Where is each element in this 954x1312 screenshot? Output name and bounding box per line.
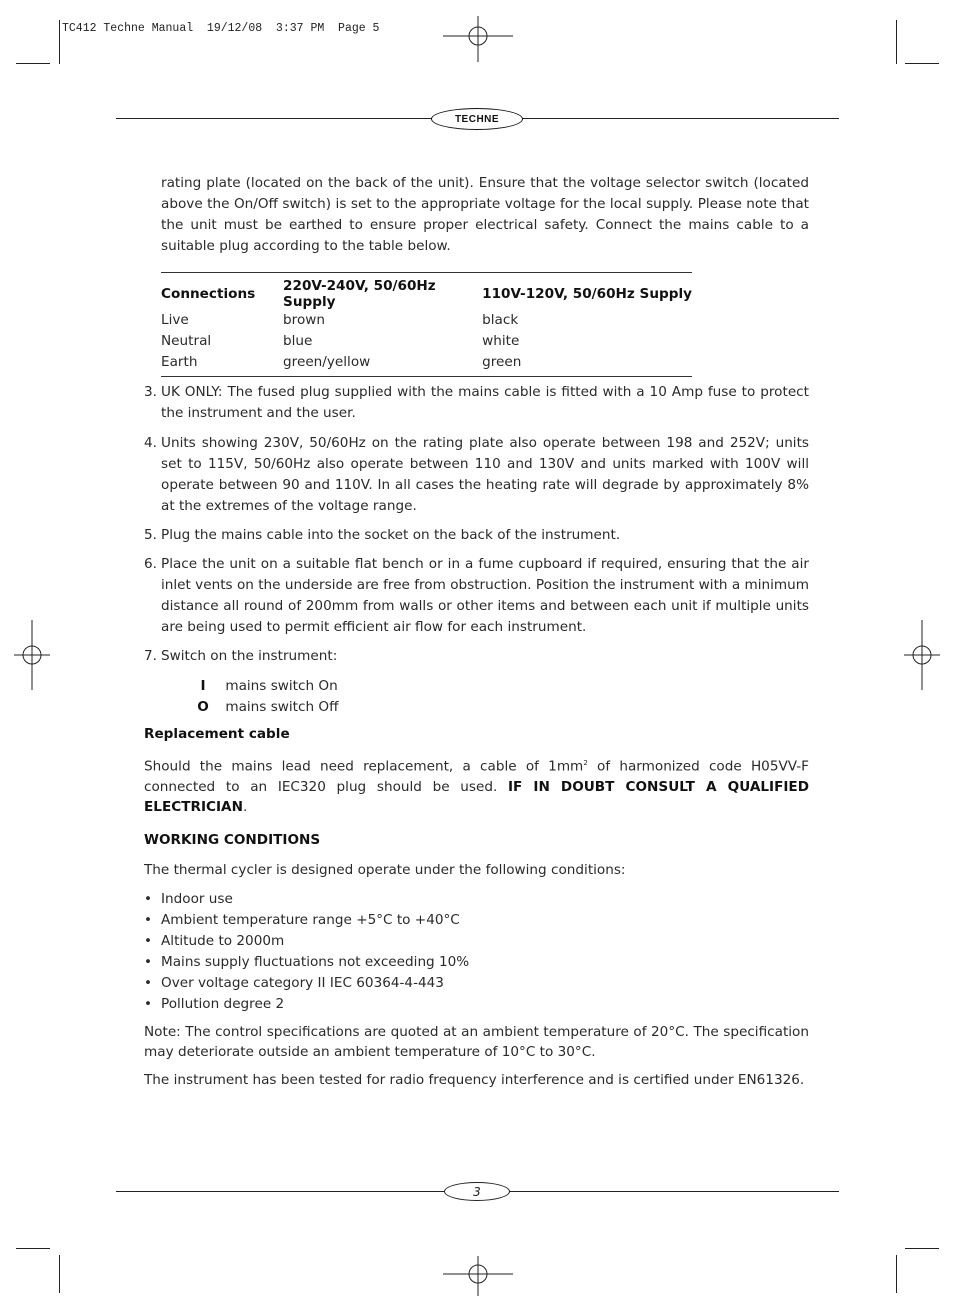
table-cell: Neutral: [161, 333, 212, 349]
table-header-row: [161, 273, 692, 311]
rf-certification: The instrument has been tested for radio frequency interference and is certified under EN61326.: [144, 1072, 805, 1088]
techne-logo-text: TECHNE: [454, 113, 500, 125]
numbered-item-5: [144, 525, 809, 546]
replacement-heading: Replacement cable: [144, 726, 290, 742]
table-cell: Earth: [161, 354, 198, 370]
switch-symbol: O: [197, 699, 209, 715]
numbered-item-4: [144, 433, 809, 517]
numbered-item-7: [144, 646, 809, 667]
list-item: • Ambient temperature range +5°C to +40°C: [144, 912, 460, 928]
working-conditions-heading: WORKING CONDITIONS: [144, 832, 321, 848]
table-cell: green: [482, 354, 522, 370]
item-number: 3.: [144, 384, 157, 400]
connections-table: [161, 272, 692, 377]
table-row: [161, 352, 692, 377]
table-row: [161, 331, 692, 352]
working-conditions-intro: The thermal cycler is designed operate under the following conditions:: [144, 862, 626, 878]
registration-mark-bottom: [443, 1256, 513, 1296]
item-number: 5.: [144, 527, 157, 543]
list-item-text: Pollution degree 2: [161, 996, 285, 1012]
item-text: Switch on the instrument:: [161, 648, 338, 664]
techne-logo: [431, 108, 523, 130]
replacement-text: Should the mains lead need replacement, a cable of 1mm: [144, 758, 584, 775]
superscript: 2: [583, 759, 588, 767]
list-item: • Altitude to 2000m: [144, 933, 285, 949]
list-item: • Indoor use: [144, 891, 233, 907]
item-text: Plug the mains cable into the socket on the back of the instrument.: [161, 527, 621, 543]
numbered-item-3: [144, 382, 809, 424]
item-number: 6.: [144, 556, 157, 572]
print-slug: TC412 Techne Manual 19/12/08 3:37 PM Page 5: [62, 22, 380, 35]
list-item-text: Altitude to 2000m: [161, 933, 285, 949]
switch-label: mains switch Off: [225, 699, 339, 715]
page-number-badge: [444, 1182, 510, 1201]
replacement-text-2: of harmonized code H05VV-F connected to an IEC320 plug should be used.: [144, 758, 810, 795]
item-text: Place the unit on a suitable flat bench or in a fume cupboard if required, ensuring that the air inlet vents on the underside are free from obstruction. Position the instrument with a minimum distance all round of 200mm from walls or other items and between each unit if multiple units are being used to permit efficient air flow for each instrument.: [161, 556, 809, 635]
item-text: UK ONLY: The fused plug supplied with the mains cable is fitted with a 10 Amp fuse to protect the instrument and the user.: [161, 384, 809, 421]
replacement-paragraph: [144, 753, 809, 817]
registration-mark-top: [443, 16, 513, 62]
table-header: Connections: [161, 286, 256, 302]
item-number: 7.: [144, 648, 157, 664]
table-header: 110V-120V, 50/60Hz Supply: [482, 286, 692, 302]
table-cell: brown: [283, 312, 326, 328]
electrician-warning: IF IN DOUBT CONSULT A QUALIFIED ELECTRICIAN: [144, 778, 809, 815]
list-item-text: Over voltage category II IEC 60364-4-443: [161, 975, 444, 991]
list-item-text: Indoor use: [161, 891, 233, 907]
intro-paragraph: rating plate (located on the back of the unit). Ensure that the voltage selector switch (located above the On/Off switch) is set to the appropriate voltage for the local supply. Please note that the unit must be earthed to ensure proper electrical safety. Connect the mains cable to a suitable plug according to the table below.: [161, 175, 809, 254]
table-cell: white: [482, 333, 520, 349]
registration-mark-right: [904, 620, 940, 690]
table-cell: Live: [161, 312, 189, 328]
list-item-text: Mains supply fluctuations not exceeding 10%: [161, 954, 470, 970]
table-row: [161, 310, 692, 331]
list-item: • Over voltage category II IEC 60364-4-443: [144, 975, 444, 991]
switch-symbol: I: [200, 678, 206, 694]
list-item: • Pollution degree 2: [144, 996, 285, 1012]
table-cell: black: [482, 312, 519, 328]
page-number: 3: [473, 1184, 481, 1199]
switch-state-on: [196, 676, 338, 697]
item-text: Units showing 230V, 50/60Hz on the rating plate also operate between 198 and 252V; units set to 115V, 50/60Hz also operate between 110 and 130V and units marked with 100V will operate between 90 and 110V. In all cases the heating rate will degrade by approximately 8% at the extremes of the voltage range.: [161, 435, 809, 514]
table-cell: green/yellow: [283, 354, 371, 370]
item-number: 4.: [144, 435, 157, 451]
switch-state-off: [196, 697, 338, 718]
specification-note: Note: The control specifications are quoted at an ambient temperature of 20°C. The specification may deteriorate outside an ambient temperature of 10°C to 30°C.: [144, 1024, 809, 1060]
replacement-end: .: [242, 798, 248, 815]
switch-label: mains switch On: [225, 678, 338, 694]
table-cell: blue: [283, 333, 313, 349]
list-item: • Mains supply fluctuations not exceeding 10%: [144, 954, 470, 970]
list-item-text: Ambient temperature range +5°C to +40°C: [161, 912, 460, 928]
table-header: 220V-240V, 50/60Hz Supply: [283, 278, 436, 310]
numbered-item-6: [144, 554, 809, 638]
registration-mark-left: [14, 620, 50, 690]
conditions-list: [144, 889, 809, 1015]
